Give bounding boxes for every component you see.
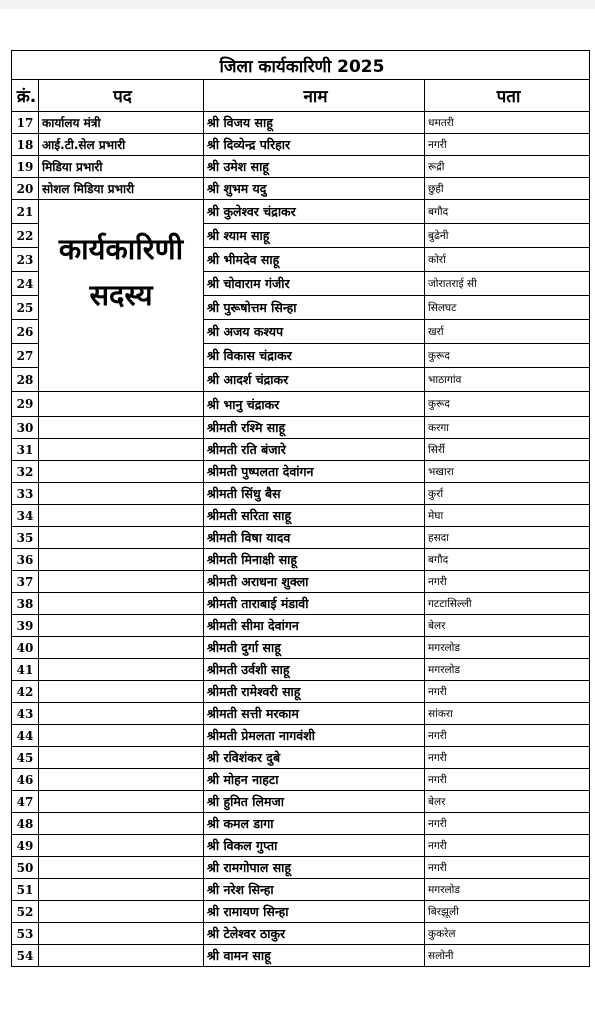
row-number: 51 [12, 879, 39, 901]
table-row [12, 901, 590, 923]
row-address: मेघा [425, 505, 590, 527]
row-name: श्री शुभम यदु [204, 178, 425, 200]
row-post [39, 483, 204, 505]
row-name: श्री उमेश साहू [204, 156, 425, 178]
row-address: रूद्री [425, 156, 590, 178]
row-number: 42 [12, 681, 39, 703]
row-address: कुर्रा [425, 483, 590, 505]
table-row [12, 571, 590, 593]
table-row [12, 417, 590, 439]
row-address: नगरी [425, 725, 590, 747]
table-row [12, 615, 590, 637]
row-post [39, 392, 204, 417]
row-number: 33 [12, 483, 39, 505]
row-number: 18 [12, 134, 39, 156]
row-number: 21 [12, 200, 39, 224]
row-number: 43 [12, 703, 39, 725]
row-address: मगरलोड [425, 659, 590, 681]
row-post [39, 747, 204, 769]
row-name: श्री नरेश सिन्हा [204, 879, 425, 901]
row-address: मगरलोड [425, 879, 590, 901]
row-post [39, 505, 204, 527]
table-row [12, 791, 590, 813]
table-row [12, 813, 590, 835]
table-row [12, 747, 590, 769]
row-address: गटटासिल्ली [425, 593, 590, 615]
row-address: बुढेनी [425, 224, 590, 248]
row-number: 17 [12, 112, 39, 134]
table-row [12, 527, 590, 549]
table-row [12, 769, 590, 791]
row-name: श्री चोवाराम गंजीर [204, 272, 425, 296]
row-post: सोशल मिडिया प्रभारी [39, 178, 204, 200]
table-row [12, 483, 590, 505]
row-name: श्री वामन साहू [204, 945, 425, 967]
executive-committee-table [11, 50, 590, 967]
table-row [12, 659, 590, 681]
row-number: 52 [12, 901, 39, 923]
row-number: 29 [12, 392, 39, 417]
row-address: कुरूद [425, 392, 590, 417]
row-number: 24 [12, 272, 39, 296]
row-number: 50 [12, 857, 39, 879]
table-row [12, 923, 590, 945]
row-post [39, 835, 204, 857]
row-name: श्री दिव्येन्द्र परिहार [204, 134, 425, 156]
row-name: श्रीमती अराधना शुक्ला [204, 571, 425, 593]
table-row [12, 703, 590, 725]
row-name: श्री अजय कश्यप [204, 320, 425, 344]
row-number: 53 [12, 923, 39, 945]
row-address: नगरी [425, 769, 590, 791]
row-number: 37 [12, 571, 39, 593]
row-number: 32 [12, 461, 39, 483]
row-name: श्रीमती सिंधु बैस [204, 483, 425, 505]
table-row [12, 725, 590, 747]
table-row [12, 857, 590, 879]
row-address: नगरी [425, 571, 590, 593]
row-address: कोर्रा [425, 248, 590, 272]
row-number: 26 [12, 320, 39, 344]
table-row [12, 637, 590, 659]
row-address: छुही [425, 178, 590, 200]
row-post [39, 637, 204, 659]
row-name: श्रीमती सीमा देवांगन [204, 615, 425, 637]
row-address: नगरी [425, 681, 590, 703]
row-post [39, 439, 204, 461]
row-post [39, 945, 204, 967]
row-number: 41 [12, 659, 39, 681]
row-address: मगरलोड [425, 637, 590, 659]
row-address: बेलर [425, 791, 590, 813]
row-number: 46 [12, 769, 39, 791]
row-post [39, 725, 204, 747]
row-number: 40 [12, 637, 39, 659]
merged-post-label [39, 226, 203, 318]
row-post [39, 615, 204, 637]
row-post [39, 461, 204, 483]
row-address: भखारा [425, 461, 590, 483]
row-address: बेलर [425, 615, 590, 637]
header-post: पद [39, 80, 204, 112]
row-name: श्री मोहन नाहटा [204, 769, 425, 791]
row-address: सलोनी [425, 945, 590, 967]
row-name: श्रीमती रामेश्वरी साहू [204, 681, 425, 703]
row-name: श्री भीमदेव साहू [204, 248, 425, 272]
row-name: श्री रविशंकर दुबे [204, 747, 425, 769]
row-name: श्रीमती ताराबाई मंडावी [204, 593, 425, 615]
row-address: बिरझूली [425, 901, 590, 923]
table-row [12, 156, 590, 178]
row-name: श्री कुलेश्वर चंद्राकर [204, 200, 425, 224]
row-name: श्री विजय साहू [204, 112, 425, 134]
row-name: श्री श्याम साहू [204, 224, 425, 248]
row-address: करगा [425, 417, 590, 439]
row-address: भाठागांव [425, 368, 590, 392]
row-number: 27 [12, 344, 39, 368]
row-address: कुकरेल [425, 923, 590, 945]
row-number: 54 [12, 945, 39, 967]
row-number: 36 [12, 549, 39, 571]
table-row [12, 439, 590, 461]
row-number: 49 [12, 835, 39, 857]
row-address: नगरी [425, 835, 590, 857]
table-body [12, 112, 590, 967]
row-address: कुरूद [425, 344, 590, 368]
table-row [12, 879, 590, 901]
row-address: नगरी [425, 813, 590, 835]
row-name: श्री पुरूषोत्तम सिन्हा [204, 296, 425, 320]
row-post: आई.टी.सेल प्रभारी [39, 134, 204, 156]
row-number: 34 [12, 505, 39, 527]
row-post [39, 813, 204, 835]
row-number: 22 [12, 224, 39, 248]
row-name: श्री विकल गुप्ता [204, 835, 425, 857]
merged-post-line: सदस्य [89, 278, 153, 312]
row-address: नगरी [425, 857, 590, 879]
row-number: 39 [12, 615, 39, 637]
table-title: जिला कार्यकारिणी 2025 [12, 51, 590, 80]
row-address: धमतरी [425, 112, 590, 134]
row-name: श्रीमती रति बंजारे [204, 439, 425, 461]
row-post [39, 593, 204, 615]
row-address: हसदा [425, 527, 590, 549]
row-address: नगरी [425, 134, 590, 156]
table-row [12, 178, 590, 200]
row-number: 45 [12, 747, 39, 769]
row-name: श्री हुमित लिमजा [204, 791, 425, 813]
table-row [12, 945, 590, 967]
row-name: श्रीमती मिनाक्षी साहू [204, 549, 425, 571]
row-name: श्रीमती विषा यादव [204, 527, 425, 549]
row-post [39, 901, 204, 923]
table-row [12, 134, 590, 156]
row-address: बगौद [425, 200, 590, 224]
row-post [39, 417, 204, 439]
row-name: श्री रामगोपाल साहू [204, 857, 425, 879]
table-row [12, 549, 590, 571]
row-address: खर्रा [425, 320, 590, 344]
header-address: पता [425, 80, 590, 112]
row-post [39, 527, 204, 549]
merged-post-line: कार्यकारिणी [58, 232, 184, 266]
row-number: 23 [12, 248, 39, 272]
row-name: श्री विकास चंद्राकर [204, 344, 425, 368]
row-address: बगौद [425, 549, 590, 571]
table-row [12, 505, 590, 527]
table-row [12, 392, 590, 417]
merged-post-cell [39, 200, 204, 392]
row-number: 19 [12, 156, 39, 178]
row-number: 28 [12, 368, 39, 392]
row-post: मिडिया प्रभारी [39, 156, 204, 178]
row-address: नगरी [425, 747, 590, 769]
header-number: क्रं. [12, 80, 39, 112]
table-row [12, 593, 590, 615]
row-address: सिर्री [425, 439, 590, 461]
table-row [12, 112, 590, 134]
row-name: श्री रामायण सिन्हा [204, 901, 425, 923]
row-name: श्रीमती प्रेमलता नागवंशी [204, 725, 425, 747]
row-name: श्री टेलेश्वर ठाकुर [204, 923, 425, 945]
table-row [12, 200, 590, 224]
row-post [39, 879, 204, 901]
row-post [39, 769, 204, 791]
top-bar [0, 0, 595, 9]
row-post [39, 681, 204, 703]
row-name: श्री कमल डागा [204, 813, 425, 835]
row-number: 35 [12, 527, 39, 549]
row-address: सांकरा [425, 703, 590, 725]
row-number: 31 [12, 439, 39, 461]
row-number: 30 [12, 417, 39, 439]
row-name: श्रीमती उर्वशी साहू [204, 659, 425, 681]
row-post [39, 791, 204, 813]
row-number: 20 [12, 178, 39, 200]
header-name: नाम [204, 80, 425, 112]
row-number: 47 [12, 791, 39, 813]
row-name: श्री भानु चंद्राकर [204, 392, 425, 417]
row-name: श्रीमती पुष्पलता देवांगन [204, 461, 425, 483]
row-number: 48 [12, 813, 39, 835]
row-name: श्रीमती दुर्गा साहू [204, 637, 425, 659]
row-post [39, 549, 204, 571]
table-row [12, 835, 590, 857]
row-post [39, 659, 204, 681]
table-row [12, 681, 590, 703]
row-post [39, 923, 204, 945]
row-post [39, 571, 204, 593]
row-address: जोरातराई सी [425, 272, 590, 296]
row-post: कार्यालय मंत्री [39, 112, 204, 134]
row-post [39, 857, 204, 879]
row-number: 44 [12, 725, 39, 747]
row-name: श्रीमती सरिता साहू [204, 505, 425, 527]
row-name: श्रीमती सत्ती मरकाम [204, 703, 425, 725]
row-number: 25 [12, 296, 39, 320]
table-row [12, 461, 590, 483]
row-address: सिलघट [425, 296, 590, 320]
row-number: 38 [12, 593, 39, 615]
row-name: श्रीमती रश्मि साहू [204, 417, 425, 439]
row-name: श्री आदर्श चंद्राकर [204, 368, 425, 392]
row-post [39, 703, 204, 725]
